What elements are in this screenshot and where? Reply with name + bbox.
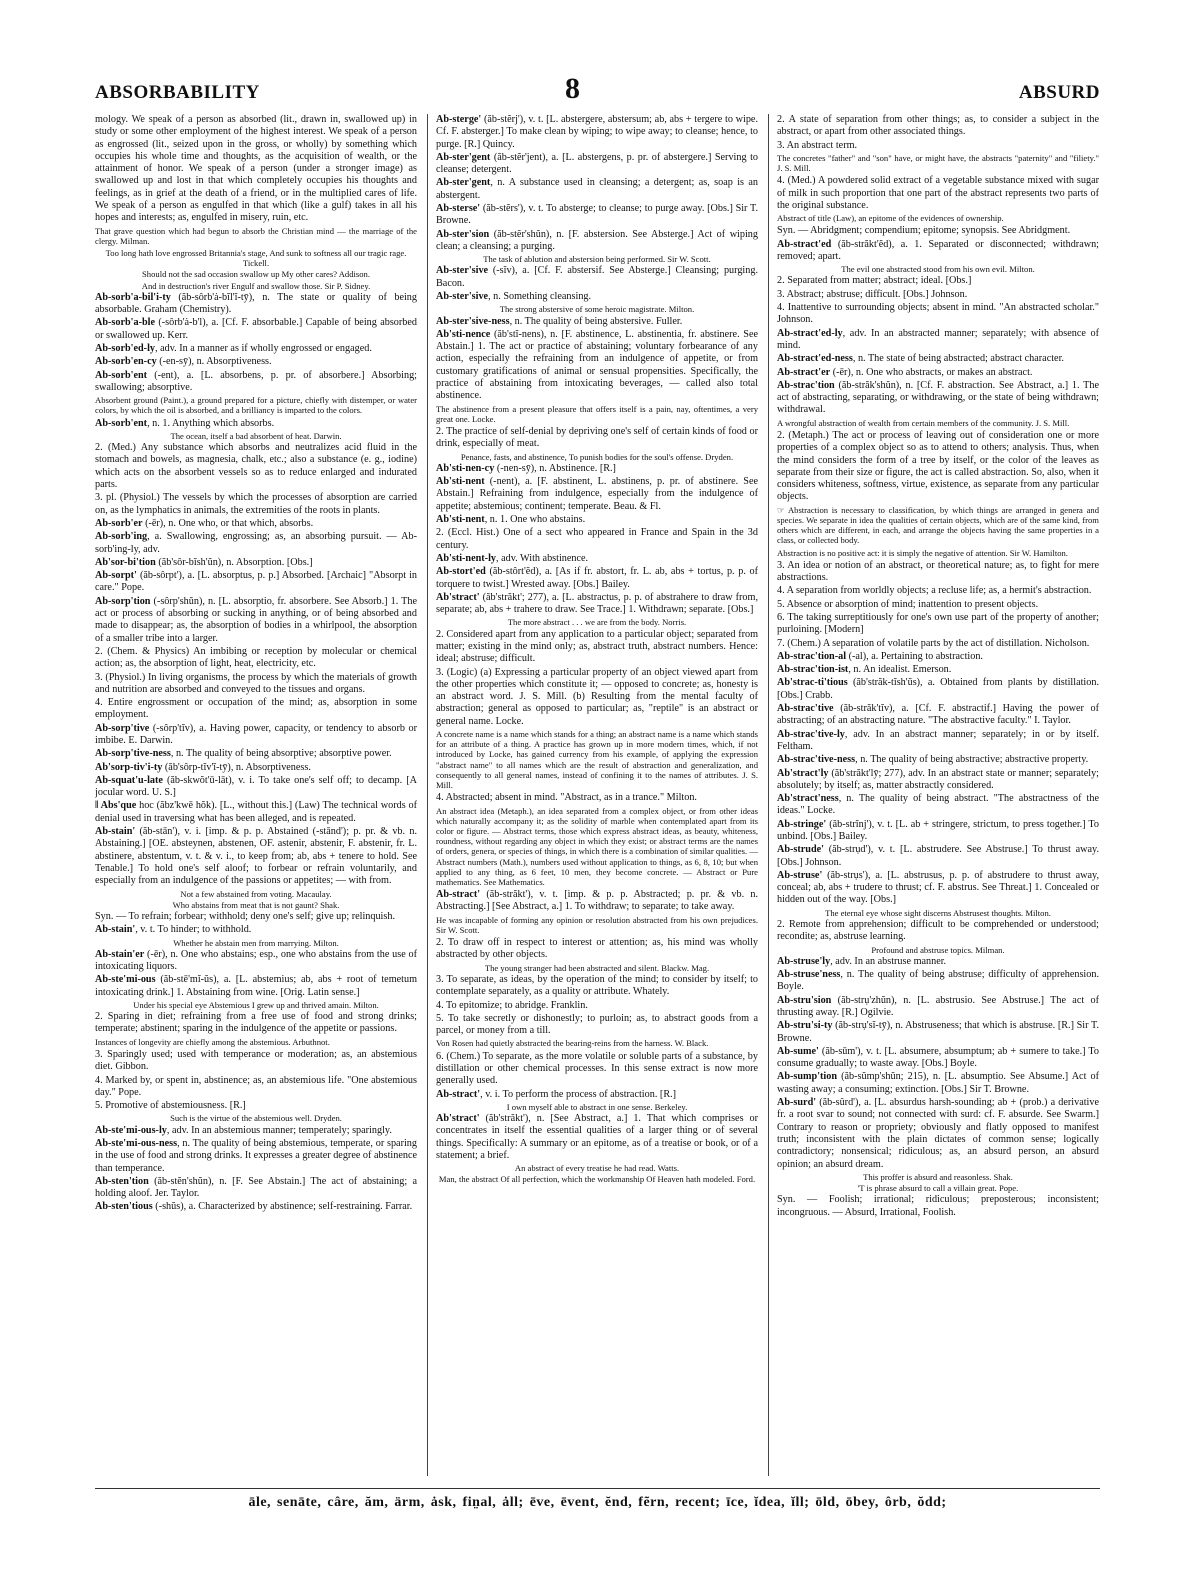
- dictionary-entry: 2. (Eccl. Hist.) One of a sect who appeared in France and Spain in the 3d century.: [436, 527, 758, 551]
- citation-quote: Penance, fasts, and abstinence, To punish bodies for the soul's offense. Dryden.: [460, 451, 734, 462]
- dictionary-entry: Ab-stract'ed (ăb-străkt'ĕd), a. 1. Separated or disconnected; withdrawn; removed; apart.: [777, 238, 1099, 262]
- dictionary-entry: Ab-stract'ed-ness, n. The state of being abstracted; abstract character.: [777, 353, 1064, 365]
- column-3: [777, 114, 1099, 1482]
- dictionary-entry: 3. Sparingly used; used with temperance or moderation; as, an abstemious diet. Gibbon.: [95, 1048, 417, 1073]
- dictionary-entry: 6. The taking surreptitiously for one's own use part of the property of another; purloining. [Modern]: [777, 611, 1099, 636]
- citation-quote: Not a few abstained from voting. Macaulay.: [180, 888, 332, 899]
- dictionary-entry: Ab-sten'tious (-shŭs), a. Characterized by abstinence; self-restraining. Farrar.: [95, 1201, 413, 1213]
- dictionary-entry: Ab-ster'sion (ăb-stẽr'shŭn), n. [F. abstersion. See Absterge.] Act of wiping clean; a cleansing; a purging.: [436, 228, 758, 252]
- dictionary-entry: 4. Marked by, or spent in, abstinence; as, an abstemious life. "One abstemious day." Pope.: [95, 1074, 417, 1098]
- dictionary-entry: Ab-stru'si-ty (ăb-strụ'sĭ-tȳ), n. Abstruseness; that which is abstruse. [R.] Sir T. Browne.: [777, 1020, 1099, 1044]
- dictionary-entry: Ab-sorp'tive-ness, n. The quality of being absorptive; absorptive power.: [95, 748, 392, 760]
- dictionary-entry: 7. (Chem.) A separation of volatile parts by the act of distillation. Nicholson.: [777, 637, 1090, 649]
- dictionary-columns: [95, 114, 1100, 1482]
- dictionary-entry: Ab-sten'tion (ăb-stĕn'shŭn), n. [F. See Abstain.] The act of abstaining; a holding aloof. Jer. Taylor.: [95, 1175, 417, 1200]
- dictionary-entry: Ab-strac'tion-ist, n. An idealist. Emerson.: [777, 664, 952, 676]
- citation-quote: The young stranger had been abstracted and silent. Blackw. Mag.: [484, 962, 710, 973]
- dictionary-entry: Ab-squat'u-late (ăb-skwŏt'ū-lāt), v. i. To take one's self off; to decamp. [A jocular word. U. S.]: [95, 774, 417, 799]
- dictionary-entry: Ab-stain', v. t. To hinder; to withhold.: [95, 924, 252, 936]
- citation-quote: An abstract of every treatise he had read. Watts.: [514, 1163, 680, 1174]
- column-1: [95, 114, 417, 1482]
- dictionary-entry: Ab-ster'sive-ness, n. The quality of being abstersive. Fuller.: [436, 315, 683, 327]
- right-guide-word: ABSURD: [1018, 82, 1100, 103]
- dictionary-entry: Syn. — Abridgment; compendium; epitome; synopsis. See Abridgment.: [777, 225, 1071, 237]
- dictionary-entry: Ab-sorpt' (ăb-sôrpt'), a. [L. absorptus, p. p.] Absorbed. [Archaic] "Absorpt in care." Pope.: [95, 570, 417, 594]
- dictionary-entry: Ab-strac'tive (ăb-străk'tĭv), a. [Cf. F. abstractif.] Having the power of abstracting; of an abstracting nature. "The abstractive faculty." I. Taylor.: [777, 703, 1099, 727]
- dictionary-entry: 6. (Chem.) To separate, as the more volatile or soluble parts of a substance, by distillation or other chemical processes. In this sense extract is now more generally used.: [436, 1050, 758, 1087]
- dictionary-entry: 2. Considered apart from any application to a particular object; separated from matter; existing in the mind only; as, abstract truth, abstract numbers. Hence: ideal; abstruse; difficult.: [436, 628, 758, 665]
- citation-quote: Such is the virtue of the abstemious well. Dryden.: [170, 1113, 342, 1124]
- dictionary-entry: 2. Sparing in diet; refraining from a free use of food and strong drinks; temperate; abstinent; sparing in the indulgence of the appetite or passions.: [95, 1011, 417, 1035]
- entry-note: ☞ Abstraction is necessary to classification, by which things are arranged in genera and species. We separate in idea the qualities of certain objects, which are of the same kind, from others which are different, in each, and arrange the objects having the same properties in a class, or collected body.: [777, 504, 1099, 546]
- dictionary-entry: Ab'sorp-tiv'i-ty (ăb'sôrp-tĭv'ĭ-tȳ), n. Absorptiveness.: [95, 761, 311, 773]
- citation-quote: The concretes "father" and "son" have, or might have, the abstracts "paternity" and "filiety." J. S. Mill.: [777, 152, 1099, 174]
- entry-note: An abstract idea (Metaph.), an idea separated from a complex object, or from other ideas which naturally accompany it; as the solidity of marble when contemplated apart from its color or figure. — Abstract terms, those which express abstract ideas, as beauty, whiteness, roundness, without regarding any object in which they exist; or abstract terms are the names of orders, genera, or species of things, in which there is a combination of similar qualities. — Abstract numbers (Math.), numbers used without application to things, as 6, 8, 10; but when applied to any thing, as 6 feet, 10 men, they become concrete. — Abstract or Pure mathematics. See Mathematics.: [436, 805, 758, 887]
- dictionary-entry: 2. (Chem. & Physics) An imbibing or reception by molecular or chemical action; as, the absorption of light, heat, electricity, etc.: [95, 645, 417, 670]
- citation-quote: Instances of longevity are chiefly among the abstemious. Arbuthnot.: [95, 1036, 330, 1047]
- dictionary-entry: 3. An idea or notion of an abstract, or theoretical nature; as, to fight for mere abstractions.: [777, 559, 1099, 584]
- dictionary-entry: Ab-sump'tion (ăb-sŭmp'shŭn; 215), n. [L. absumptio. See Absume.] Act of wasting away; a consuming; extinction. [Obs.] Sir T. Browne.: [777, 1071, 1099, 1095]
- dictionary-entry: Ab-surd' (ăb-sûrd'), a. [L. absurdus harsh-sounding; ab + (prob.) a derivative fr. a root svar to sound; not connected with surd: cf. F. absurde. See Swarm.] Contrary to reason or propriety; obviously and flatly opposed to manifest truth; inconsistent with the plain dictates of common sense; logically contradictory; nonsensical; ridiculous; as, an absurd person, an absurd opinion; an absurd dream.: [777, 1097, 1099, 1170]
- citation-quote: The abstinence from a present pleasure that offers itself is a pain, nay, oftentimes, a very great one. Locke.: [436, 403, 758, 424]
- dictionary-entry: Ab-struse' (ăb-strụs'), a. [L. abstrusus, p. p. of abstrudere to thrust away, conceal; ab, abs + trudere to thrust; cf. F. abstrus. See Threat.] 1. Concealed or hidden out of the way. [Obs.]: [777, 869, 1099, 906]
- dictionary-entry: 2. Remote from apprehension; difficult to be comprehended or understood; recondite; as, abstruse learning.: [777, 918, 1099, 943]
- dictionary-entry: mology. We speak of a person as absorbed (lit., drawn in, swallowed up) in study or some other employment of the highest interest. We speak of a person as engrossed (lit., seized upon in the gross, or wholly) by something which occupies his whole time and thoughts, as the acquisition of wealth, or the attainment of honor. We speak of a person (under a stronger image) as swallowed up and lost in that which completely occupies his thoughts and feelings, as in grief at the death of a friend, or in the multiplied cares of life. We speak of a person as engulfed in that which (like a gulf) takes in all his hopes and interests; as, engulfed in misery, ruin, etc.: [95, 114, 417, 224]
- dictionary-entry: 2. A state of separation from other things; as, to consider a subject in the abstract, or apart from other associated things.: [777, 114, 1099, 138]
- page-header: [95, 72, 1100, 112]
- dictionary-entry: Ab-sorb'ent (-ent), a. [L. absorbens, p. pr. of absorbere.] Absorbing; swallowing; absorptive.: [95, 369, 417, 393]
- dictionary-entry: Ab-strac'tive-ly, adv. In an abstract manner; separately; in or by itself. Feltham.: [777, 728, 1099, 752]
- dictionary-entry: Ab'sti-nent, n. 1. One who abstains.: [436, 514, 586, 526]
- dictionary-entry: Ab-strac'tion (ăb-străk'shŭn), n. [Cf. F. abstraction. See Abstract, a.] 1. The act of abstracting, separating, or withdrawing, or the state of being withdrawn; withdrawal.: [777, 379, 1099, 416]
- dictionary-entry: 3. (Logic) (a) Expressing a particular property of an object viewed apart from the other properties which constitute it; — opposed to concrete; as, honesty is an abstract word. J. S. Mill. (b) Resulting from the mental faculty of abstraction; general as opposed to particular; as, "reptile" is an abstract or general name. Locke.: [436, 666, 758, 727]
- citation-quote: Under his special eye Abstemious I grew up and thrived amain. Milton.: [133, 999, 379, 1010]
- dictionary-entry: Ab-ster'gent (ăb-stẽr'jent), a. [L. abstergens, p. pr. of abstergere.] Serving to cleanse; detergent.: [436, 151, 758, 176]
- dictionary-entry: Ab-stain'er (-ēr), n. One who abstains; esp., one who abstains from the use of intoxicating liquors.: [95, 948, 417, 973]
- citation-quote: A wrongful abstraction of wealth from certain members of the community. J. S. Mill.: [777, 417, 1070, 428]
- dictionary-entry: 5. Promotive of abstemiousness. [R.]: [95, 1100, 246, 1112]
- citation-quote: Should not the sad occasion swallow up My other cares? Addison.: [142, 269, 370, 280]
- dictionary-entry: 5. Absence or absorption of mind; inattention to present objects.: [777, 598, 1039, 610]
- dictionary-entry: Ab-stract', v. i. To perform the process of abstraction. [R.]: [436, 1088, 677, 1100]
- dictionary-entry: 2. (Metaph.) The act or process of leaving out of consideration one or more properties of a complex object so as to attend to others; analysis. Thus, when the mind considers the form of a tree by itself, or the color of the leaves as separate from their size or figure, the act is called abstraction. So, also, when it considers whiteness, softness, virtue, existence, as separate from any particular objects.: [777, 429, 1099, 503]
- dictionary-entry: Ab'strac-ti'tious (ăb'străk-tĭsh'ŭs), a. Obtained from plants by distillation. [Obs.] Crabb.: [777, 677, 1099, 701]
- dictionary-entry: ‖ Abs'que hoc (ăbz'kwē hŏk). [L., without this.] (Law) The technical words of denial used in traversing what has been alleged, and is repeated.: [95, 800, 417, 824]
- citation-quote: 'T is phrase absurd to call a villain great. Pope.: [857, 1183, 1019, 1194]
- dictionary-entry: Ab-sorb'a-ble (-sôrb'ȧ-b'l), a. [Cf. F. absorbable.] Capable of being absorbed or swallowed up. Kerr.: [95, 317, 417, 341]
- dictionary-entry: 3. (Physiol.) In living organisms, the process by which the materials of growth and nutrition are absorbed and conveyed to the tissues and organs.: [95, 671, 417, 695]
- dictionary-entry: Ab-sorb'a-bil'i-ty (ăb-sôrb'ȧ-bĭl'ĭ-tȳ), n. The state or quality of being absorbable. Graham (Chemistry).: [95, 291, 417, 316]
- dictionary-entry: Ab-struse'ness, n. The quality of being abstruse; difficulty of apprehension. Boyle.: [777, 969, 1099, 993]
- dictionary-entry: Ab'stract' (ăb'străkt'), n. [See Abstract, a.] 1. That which comprises or concentrates in itself the essential qualities of a larger thing or of several things. Specifically: A summary or an epitome, as of a treatise or book, or of a statement; a brief.: [436, 1113, 758, 1161]
- left-guide-word: ABSORBABILITY: [95, 82, 260, 103]
- dictionary-entry: 2. Separated from matter; abstract; ideal. [Obs.]: [777, 275, 972, 287]
- citation-quote: I own myself able to abstract in one sense. Berkeley.: [506, 1101, 688, 1112]
- dictionary-entry: Ab'stract'ly (ăb'străkt'lȳ; 277), adv. In an abstract state or manner; separately; absolutely; by itself; as, matter abstractly considered.: [777, 767, 1099, 791]
- dictionary-entry: Ab-strac'tion-al (-al), a. Pertaining to abstraction.: [777, 650, 983, 662]
- dictionary-entry: Ab-stort'ed (ăb-stôrt'ĕd), a. [As if fr. abstort, fr. L. ab, abs + tortus, p. p. of torquere to twist.] Wrested away. [Obs.] Bailey.: [436, 566, 758, 590]
- column-2: [436, 114, 758, 1482]
- dictionary-entry: Ab'sti-nen-cy (-nen-sȳ), n. Abstinence. [R.]: [436, 462, 616, 474]
- citation-quote: The ocean, itself a bad absorbent of heat. Darwin.: [170, 430, 342, 441]
- dictionary-entry: 2. To draw off in respect to interest or attention; as, his mind was wholly abstracted by other objects.: [436, 937, 758, 961]
- entry-note: Abstract of title (Law), an epitome of the evidences of ownership.: [777, 213, 1004, 224]
- dictionary-entry: Ab-stract' (ăb-străkt'), v. t. [imp. & p. p. Abstracted; p. pr. & vb. n. Abstracting.] [See Abstract, a.] 1. To withdraw; to separate; to take away.: [436, 889, 758, 913]
- dictionary-entry: Ab'stract'ness, n. The quality of being abstract. "The abstractness of the ideas." Locke.: [777, 793, 1099, 817]
- entry-note: Absorbent ground (Paint.), a ground prepared for a picture, chiefly with distemper, or water colors, by which the oil is absorbed, and a brilliancy is imparted to the colors.: [95, 395, 417, 416]
- dictionary-entry: Ab-sorb'er (-ēr), n. One who, or that which, absorbs.: [95, 517, 314, 529]
- dictionary-entry: Ab'stract' (ăb'străkt'; 277), a. [L. abstractus, p. p. of abstrahere to draw from, separate; ab, abs + trahere to draw. See Trace.] 1. Withdrawn; separate. [Obs.]: [436, 591, 758, 616]
- citation-quote: Who abstains from meat that is not gaunt? Shak.: [172, 899, 340, 910]
- dictionary-entry: 2. (Med.) Any substance which absorbs and neutralizes acid fluid in the stomach and bowels, as magnesia, chalk, etc.; also a substance (e. g., iodine) which acts on the absorbent vessels so as to reduce enlarged and indurated parts.: [95, 442, 417, 491]
- dictionary-entry: Ab-ste'mi-ous-ness, n. The quality of being abstemious, temperate, or sparing in the use of food and strong drinks. It expresses a greater degree of abstinence than temperance.: [95, 1137, 417, 1174]
- page-number: 8: [565, 72, 580, 105]
- citation-quote: He was incapable of forming any opinion or resolution abstracted from his own prejudices. Sir W. Scott.: [436, 914, 758, 935]
- dictionary-entry: 4. To epitomize; to abridge. Franklin.: [436, 999, 588, 1011]
- dictionary-entry: Ab-sorb'ent, n. 1. Anything which absorbs.: [95, 417, 275, 429]
- column-divider: [768, 114, 769, 1476]
- dictionary-entry: Ab-sterse' (ăb-stẽrs'), v. t. To absterge; to cleanse; to purge away. [Obs.] Sir T. Browne.: [436, 203, 758, 227]
- citation-quote: And in destruction's river Engulf and swallow those. Sir P. Sidney.: [141, 280, 371, 291]
- dictionary-entry: Ab-sorb'ing, a. Swallowing, engrossing; as, an absorbing pursuit. — Ab-sorb'ing-ly, adv.: [95, 531, 417, 555]
- citation-quote: The eternal eye whose sight discerns Abstrusest thoughts. Milton.: [825, 907, 1051, 918]
- dictionary-entry: Syn. — To refrain; forbear; withhold; deny one's self; give up; relinquish.: [95, 910, 395, 922]
- dictionary-entry: 3. Abstract; abstruse; difficult. [Obs.] Johnson.: [777, 288, 968, 300]
- dictionary-entry: Ab-struse'ly, adv. In an abstruse manner.: [777, 955, 947, 967]
- dictionary-entry: Ab-sorb'en-cy (-en-sȳ), n. Absorptiveness.: [95, 356, 272, 368]
- dictionary-entry: Ab-strude' (ăb-strụd'), v. t. [L. abstrudere. See Abstruse.] To thrust away. [Obs.] Johnson.: [777, 844, 1099, 868]
- citation-quote: The evil one abstracted stood from his own evil. Milton.: [841, 264, 1035, 275]
- citation-quote: Profound and abstruse topics. Milman.: [871, 944, 1005, 955]
- dictionary-entry: Ab-ste'mi-ous-ly, adv. In an abstemious manner; temperately; sparingly.: [95, 1124, 392, 1136]
- dictionary-entry: Ab-sorp'tion (-sôrp'shŭn), n. [L. absorptio, fr. absorbere. See Absorb.] 1. The act or process of absorbing or sucking in anything, or of being absorbed and made to disappear; as, the absorption of bodies in a whirlpool, the absorption of a smaller tribe into a larger.: [95, 595, 417, 644]
- citation-quote: The strong abstersive of some heroic magistrate. Milton.: [499, 304, 695, 315]
- dictionary-entry: Ab-stract'er (-ēr), n. One who abstracts, or makes an abstract.: [777, 366, 1033, 378]
- citation-quote: That grave question which had begun to absorb the Christian mind — the marriage of the clergy. Milman.: [95, 225, 417, 246]
- citation-quote: Von Rosen had quietly abstracted the bearing-reins from the harness. W. Black.: [436, 1038, 709, 1049]
- citation-quote: Whether he abstain men from marrying. Milton.: [173, 937, 339, 948]
- citation-quote: This proffer is absurd and reasonless. Shak.: [863, 1171, 1013, 1182]
- dictionary-entry: Ab'sti-nent (-nent), a. [F. abstinent, L. abstinens, p. pr. of abstinere. See Abstain.] Refraining from indulgence, especially from the indulgence of appetite; abstemious; continent; temperate. Beau. & Fl.: [436, 476, 758, 512]
- dictionary-entry: Ab-stract'ed-ly, adv. In an abstracted manner; separately; with absence of mind.: [777, 327, 1099, 351]
- citation-quote: A concrete name is a name which stands for a thing; an abstract name is a name which stands for an attribute of a thing. A practice has grown up in more modern times, which, if not introduced by Locke, has gained currency from his example, of applying the expression "abstract name" to all names which are the result of abstraction and generalization, and consequently to all general names, instead of confining it to the names of attributes. J. S. Mill.: [436, 728, 758, 790]
- dictionary-entry: 4. Abstracted; absent in mind. "Abstract, as in a trance." Milton.: [436, 792, 697, 804]
- dictionary-entry: 3. pl. (Physiol.) The vessels by which the processes of absorption are carried on, as the lymphatics in animals, the extremities of the roots in plants.: [95, 492, 417, 516]
- dictionary-entry: Ab-sterge' (ăb-stẽrj'), v. t. [L. abstergere, abstersum; ab, abs + tergere to wipe. Cf. F. absterger.] To make clean by wiping; to wipe away; to cleanse; hence, to purge. [R.] Quincy.: [436, 114, 758, 150]
- dictionary-entry: Ab-stringe' (ăb-strĭnj'), v. t. [L. ab + stringere, strictum, to press together.] To unbind. [Obs.] Bailey.: [777, 818, 1099, 842]
- dictionary-entry: 3. An abstract term.: [777, 139, 858, 151]
- dictionary-entry: Ab'sti-nence (ăb'stĭ-nens), n. [F. abstinence, L. abstinentia, fr. abstinere. See Abstain.] 1. The act or practice of abstaining; voluntary forbearance of any action, especially the refraining from an indulgence of appetite, or from customary gratifications of animal or sensual propensities. Specifically, the practice of abstaining from intoxicating beverages, — called also total abstinence.: [436, 328, 758, 402]
- dictionary-entry: Ab-sume' (ăb-sūm'), v. t. [L. absumere, absumptum; ab + sumere to take.] To consume gradually; to waste away. [Obs.] Boyle.: [777, 1045, 1099, 1070]
- dictionary-entry: Ab-ste'mi-ous (ăb-stē'mĭ-ŭs), a. [L. abstemius; ab, abs + root of temetum intoxicating drink.] 1. Abstaining from wine. [Orig. Latin sense.]: [95, 974, 417, 998]
- dictionary-entry: 3. To separate, as ideas, by the operation of the mind; to consider by itself; to contemplate separately, as a quality or attribute. Whately.: [436, 973, 758, 998]
- dictionary-entry: 4. (Med.) A powdered solid extract of a vegetable substance mixed with sugar of milk in such proportion that one part of the abstract represents two parts of the original substance.: [777, 175, 1099, 211]
- dictionary-entry: Ab-ster'sive, n. Something cleansing.: [436, 291, 592, 303]
- column-divider: [427, 114, 428, 1476]
- citation-quote: The more abstract . . . we are from the body. Norris.: [507, 617, 687, 628]
- dictionary-entry: Ab-sorp'tive (-sôrp'tĭv), a. Having power, capacity, or tendency to absorb or imbibe. E. Darwin.: [95, 722, 417, 746]
- citation-quote: Abstraction is no positive act: it is simply the negative of attention. Sir W. Hamilton.: [777, 547, 1068, 558]
- dictionary-entry: 4. A separation from worldly objects; a recluse life; as, a hermit's abstraction.: [777, 585, 1092, 597]
- dictionary-entry: Ab-sorb'ed-ly, adv. In a manner as if wholly engrossed or engaged.: [95, 343, 372, 355]
- dictionary-entry: Syn. — Foolish; irrational; ridiculous; preposterous; inconsistent; incongruous. — Absurd, Irrational, Foolish.: [777, 1194, 1099, 1218]
- citation-quote: The task of ablution and abstersion being performed. Sir W. Scott.: [483, 254, 711, 265]
- pronunciation-key-footer: āle, senāte, câre, ăm, ärm, ȧsk, fin̤al, ȧll; ēve, ēvent, ĕnd, fẽrn, recent; īce, ĭdea, ĭll; ōld, ōbey, ôrb, ŏdd;: [95, 1488, 1100, 1525]
- citation-quote: Man, the abstract Of all perfection, which the workmanship Of Heaven hath modeled. Ford.: [438, 1174, 756, 1185]
- dictionary-entry: Ab'sor-bi'tion (ăb'sôr-bĭsh'ŭn), n. Absorption. [Obs.]: [95, 556, 313, 568]
- dictionary-entry: Ab-stain' (ăb-stān'), v. i. [imp. & p. p. Abstained (-stānd'); p. pr. & vb. n. Abstaining.] [OE. absteynen, abstenen, OF. astenir, abstenir, F. abstenir, fr. L. abstinere, abstentum, v. t. & v. i., to keep from; ab, abs + tenere to hold. See Tenable.] To hold one's self aloof; to forbear or refrain voluntarily, and especially from an indulgence of the passions or appetites; — with from.: [95, 826, 417, 887]
- dictionary-entry: Ab-ster'sive (-sĭv), a. [Cf. F. abstersif. See Absterge.] Cleansing; purging. Bacon.: [436, 265, 758, 289]
- dictionary-entry: 5. To take secretly or dishonestly; to purloin; as, to abstract goods from a parcel, or money from a till.: [436, 1012, 758, 1037]
- dictionary-entry: 4. Entire engrossment or occupation of the mind; as, absorption in some employment.: [95, 697, 417, 721]
- citation-quote: Too long hath love engrossed Britannia's stage, And sunk to softness all our tragic rage. Tickell.: [105, 248, 407, 269]
- dictionary-entry: Ab-strac'tive-ness, n. The quality of being abstractive; abstractive property.: [777, 754, 1089, 766]
- dictionary-entry: 4. Inattentive to surrounding objects; absent in mind. "An abstracted scholar." Johnson.: [777, 302, 1099, 326]
- dictionary-entry: Ab-stru'sion (ăb-strụ'zhŭn), n. [L. abstrusio. See Abstruse.] The act of thrusting away. [R.] Ogilvie.: [777, 994, 1099, 1018]
- dictionary-entry: Ab-ster'gent, n. A substance used in cleansing; a detergent; as, soap is an abstergent.: [436, 177, 758, 201]
- dictionary-entry: 2. The practice of self-denial by depriving one's self of certain kinds of food or drink, especially of meat.: [436, 426, 758, 450]
- dictionary-entry: Ab'sti-nent-ly, adv. With abstinence.: [436, 552, 589, 564]
